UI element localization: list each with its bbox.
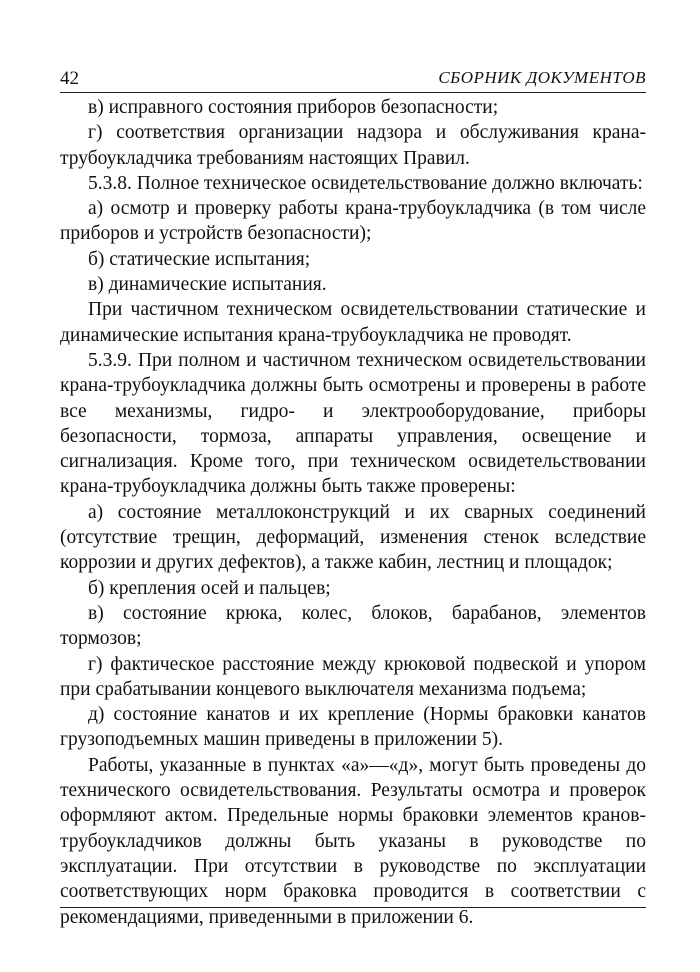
page-header (60, 68, 646, 93)
paragraph: г) фактическое расстояние между крюковой подвеской и упором при срабатывании концевого выключателя механизма подъема; (60, 653, 646, 700)
paragraph: а) осмотр и проверку работы крана-трубоукладчика (в том числе приборов и устройств безопасности); (60, 198, 646, 245)
paragraph: При частичном техническом освидетельствовании статические и динамические испытания крана-трубоукладчика не проводят. (60, 299, 646, 346)
paragraph: б) статические испытания; (88, 248, 311, 270)
paragraph: Работы, указанные в пунктах «а»—«д», могут быть проведены до технического освидетельствования. Результаты осмотра и проверок оформляют актом. Предельные нормы браковки элементов кранов-трубоукладчиков должны быть указаны в руководстве по эксплуатации. При отсутствии в руководстве по эксплуатации соответствующих норм браковка проводится в соответствии с рекомендациями, приведенными в приложении 6. (60, 754, 646, 928)
running-title: СБОРНИК ДОКУМЕНТОВ (438, 68, 646, 87)
page-body (60, 95, 646, 930)
paragraph: в) исправного состояния приборов безопасности; (88, 97, 499, 118)
paragraph: 5.3.8. Полное техническое освидетельствование должно включать: (88, 172, 643, 194)
page-number: 42 (60, 68, 79, 89)
paragraph: в) динамические испытания. (88, 274, 327, 296)
footer-rule (60, 907, 646, 908)
paragraph: б) крепления осей и пальцев; (88, 577, 331, 599)
paragraph: в) состояние крюка, колес, блоков, барабанов, элементов тормозов; (60, 602, 646, 650)
paragraph: д) состояние канатов и их крепление (Нормы браковки канатов грузоподъемных машин приведены в приложении 5). (60, 704, 646, 751)
paragraph: 5.3.9. При полном и частичном техническом освидетельствовании крана-трубоукладчика должны быть осмотрены и проверены в работе все механизмы, гидро- и электрооборудование, приборы безопасности, тормоза, аппараты управления, освещение и сигнализация. Кроме того, при техническом освидетельствовании крана-трубоукладчика должны быть также проверены: (60, 349, 646, 498)
paragraph: а) состояние металлоконструкций и их сварных соединений (отсутствие трещин, деформаций, изменения стенок вследствие коррозии и других дефектов), а также кабин, лестниц и площадок; (60, 501, 646, 574)
paragraph: г) соответствия организации надзора и обслуживания крана-трубоукладчика требованиям настоящих Правил. (60, 122, 646, 169)
